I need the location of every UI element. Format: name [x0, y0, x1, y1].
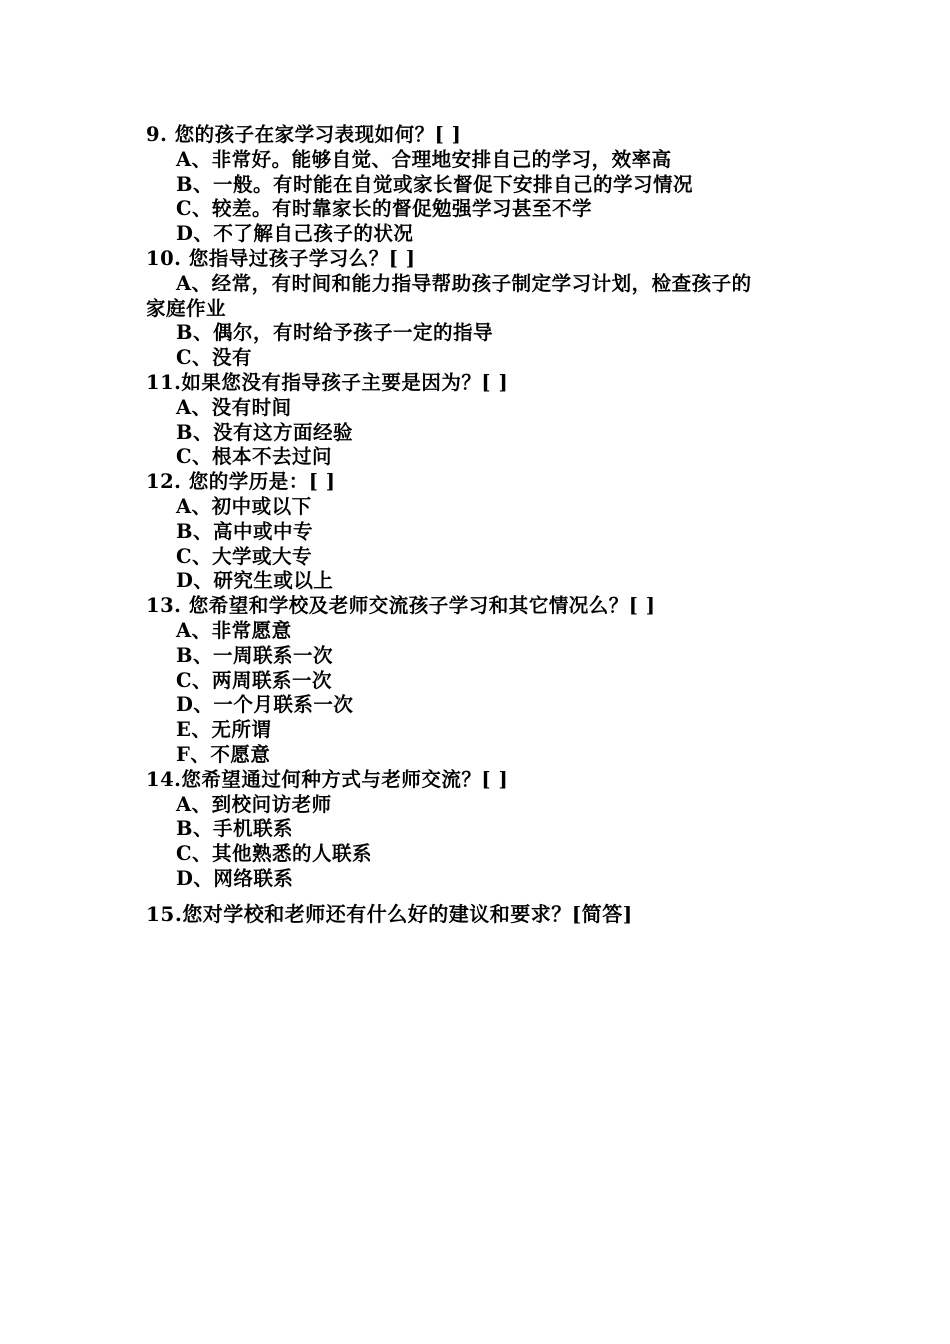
q13-option-b: B、一周联系一次 — [176, 643, 333, 667]
q14-option-b: B、手机联系 — [176, 817, 293, 841]
q9-option-a: A、非常好。能够自觉、合理地安排自己的学习，效率高 — [176, 147, 672, 171]
question-15: 15.您对学校和老师还有什么好的建议和要求？[简答] — [146, 901, 633, 926]
q13-option-a: A、非常愿意 — [176, 618, 292, 642]
q14-option-a: A、到校问访老师 — [176, 792, 332, 816]
q9-option-c: C、较差。有时靠家长的督促勉强学习甚至不学 — [176, 197, 593, 221]
question-11: 11.如果您没有指导孩子主要是因为？[ ] — [146, 370, 509, 394]
q13-option-d: D、一个月联系一次 — [176, 693, 354, 717]
q10-option-c: C、没有 — [176, 346, 253, 370]
q9-option-b: B、一般。有时能在自觉或家长督促下安排自己的学习情况 — [176, 172, 693, 196]
q14-option-c: C、其他熟悉的人联系 — [176, 842, 373, 866]
q13-option-e: E、无所谓 — [176, 718, 272, 742]
q11-option-a: A、没有时间 — [176, 395, 292, 419]
q13-option-c: C、两周联系一次 — [176, 668, 333, 692]
question-13: 13. 您希望和学校及老师交流孩子学习和其它情况么？[ ] — [146, 594, 656, 618]
q12-option-d: D、研究生或以上 — [176, 569, 334, 593]
q10-option-a: A、经常，有时间和能力指导帮助孩子制定学习计划，检查孩子的 — [176, 271, 752, 295]
q12-option-c: C、大学或大专 — [176, 544, 313, 568]
question-14: 14.您希望通过何种方式与老师交流？[ ] — [146, 767, 509, 791]
q10-option-b: B、偶尔，有时给予孩子一定的指导 — [176, 321, 493, 345]
question-9: 9. 您的孩子在家学习表现如何？[ ] — [146, 123, 462, 146]
q10-option-a-continued: 家庭作业 — [146, 296, 227, 320]
question-12: 12. 您的学历是：[ ] — [146, 470, 336, 494]
questionnaire — [146, 123, 826, 927]
q11-option-c: C、根本不去过问 — [176, 445, 333, 469]
q13-option-f: F、不愿意 — [176, 742, 271, 766]
q11-option-b: B、没有这方面经验 — [176, 420, 353, 444]
q14-option-d: D、网络联系 — [176, 866, 294, 890]
question-10: 10. 您指导过孩子学习么？[ ] — [146, 246, 416, 270]
q9-option-d: D、不了解自己孩子的状况 — [176, 222, 414, 246]
q12-option-a: A、初中或以下 — [176, 494, 312, 518]
q12-option-b: B、高中或中专 — [176, 519, 313, 543]
